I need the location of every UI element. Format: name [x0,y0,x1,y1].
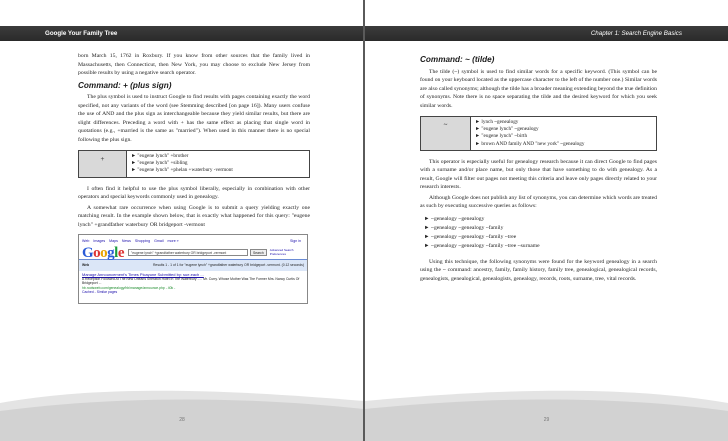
right-footer-wave [365,381,728,441]
plus-example-line: ► "eugene lynch" +phelan +waterbury -vermont [131,167,233,174]
left-running-head: Google Your Family Tree [0,26,364,41]
somewhat-paragraph: A somewhat rare occurrence when using Google is to submit a query yielding exactly one matching result. In the example shown below, that is exactly what happened for this query: "eugene lynch" +grandfather waterbury OR bridgeport -vermont [78,204,310,228]
plus-example-lines [127,151,309,177]
nav-gmail[interactable]: Gmail [154,239,164,244]
tilde-example-line: ► lynch ~genealogy [475,119,519,125]
plus-symbol-cell: + [79,151,127,177]
search-result [79,271,307,297]
tilde-example-lines [471,117,656,150]
advanced-search-link[interactable]: Advanced Search [269,248,294,253]
google-advanced-links [270,249,294,256]
operator-paragraph: This operator is especially useful for genealogy research because it can direct Google to find pages with a surname and/or place name, but only those that have something to do with genealogy. As a result, Google will filter out pages not meeting this criteria and leave only pages directly related to your research interests. [420,158,657,191]
query-item: ► ~genealogy ~genealogy ~family ~tree [424,233,517,240]
plus-example-line: ► "eugene lynch" +brother [131,153,189,159]
left-page-number: 28 [179,417,185,423]
tilde-example-line: ► "eugene lynch" ~birth [475,133,528,140]
google-search-row [79,244,307,261]
query-list [424,215,657,251]
google-search-button[interactable]: Search [250,249,267,256]
tilde-example-box [420,116,657,151]
query-item: ► ~genealogy ~genealogy ~family [424,224,504,231]
intro-paragraph: born March 15, 1762 in Roxbury. If you know from other sources that the family lived in Massachusetts, then Connecticut, then New York, you may choose to exclude New Jersey from possible results by using a negative search operator. [78,53,310,76]
right-running-head: Chapter 1: Search Engine Basics [365,26,728,41]
result-title-link[interactable]: Manage Announcement's Times Picayune Submitted by: sue.each ... [82,271,204,277]
results-count: Results 1 - 1 of 1 for "eugene lynch" +grandfather waterbury OR bridgeport -vermont. (0.12 seconds) [152,263,304,268]
google-search-input[interactable]: "eugene lynch" +grandfather waterbury OR bridgeport -vermont [128,249,248,256]
nav-news[interactable]: News [121,239,131,244]
query-item: ► ~genealogy ~genealogy [424,215,485,222]
tilde-heading: Command: ~ (tilde) [420,55,495,64]
left-content [78,52,310,304]
right-page-number: 29 [543,417,550,423]
right-content [420,52,657,285]
using-paragraph: Using this technique, the following synonyms were found for the keyword genealogy in a search using the ~ command: ancestry, family, family history, family tree, genealogical, genealogical records, genealogists, genealogical, genealogists, genealogy, records, roots, surname, tree, vital records. [420,258,657,282]
result-snippet: A Reception Followed At The New Orleans Sheraton Hotel In The Waterbury ..... Mr. Curry. Whose Mother Was The Former Mrs. Nancy Curtis Of Bridgeport ... [82,277,300,286]
tilde-example-line: ► "eugene lynch" ~genealogy [475,126,539,133]
google-screenshot [78,234,308,304]
google-logo: Google [82,244,125,261]
nav-shopping[interactable]: Shopping [134,239,151,244]
tilde-example-line: ► brown AND family AND "new york" ~genealogy [475,140,585,147]
result-url: hb.rootsweb.com/genealogy/hb/manage/announce.php - 40k - [82,285,176,290]
right-page [365,0,728,441]
left-footer-wave [0,381,364,441]
nav-images[interactable]: Images [93,239,106,244]
results-bar [79,259,307,271]
tilde-paragraph: The tilde (~) symbol is used to find similar words for a specific keyword. (This symbol can be found on your keyboard located as the uppercase character to the left of the number one.) Similar words are also called synonyms; although the tilde has a broader meaning extending beyond the true definition of synonyms. Note there is no space separating the tilde and the desired keyword for which you seek similar words. [420,68,657,109]
often-paragraph: I often find it helpful to use the plus symbol liberally, especially in combination with other operators and special keywords commonly used in genealogy. [78,185,310,201]
sign-in-link[interactable]: Sign in [290,239,301,244]
nav-more[interactable]: more » [167,239,179,244]
result-cached-links[interactable]: Cached - Similar pages [82,290,118,295]
nav-web[interactable]: Web [82,239,90,244]
tilde-symbol-cell: ~ [421,117,471,150]
plus-example-line: ► "eugene lynch" +sibling [131,160,188,167]
results-bar-label: Web [82,263,90,268]
query-item: ► ~genealogy ~genealogy ~family ~tree ~surname [424,242,540,249]
preferences-link[interactable]: Preferences [269,251,286,256]
although-paragraph: Although Google does not publish any list of synonyms, you can determine which words are treated as such by executing successive queries as follows: [420,194,657,210]
plus-heading: Command: + (plus sign) [78,80,172,90]
plus-paragraph: The plus symbol is used to instruct Google to find results with pages containing exactly the word specified, not any variants of the word (see Stemming described [on page 16]). Many users confuse the use of AND and the plus sign as interchangeable because they yield similar results, but there are slight differences. Preceding a word with + has the same effect as placing that single word in quotations (e.g., +married is the same as "married"). When used in this manner there is no special following the plus sign. [78,94,310,143]
plus-example-box [78,150,310,178]
nav-maps[interactable]: Maps [109,239,118,244]
